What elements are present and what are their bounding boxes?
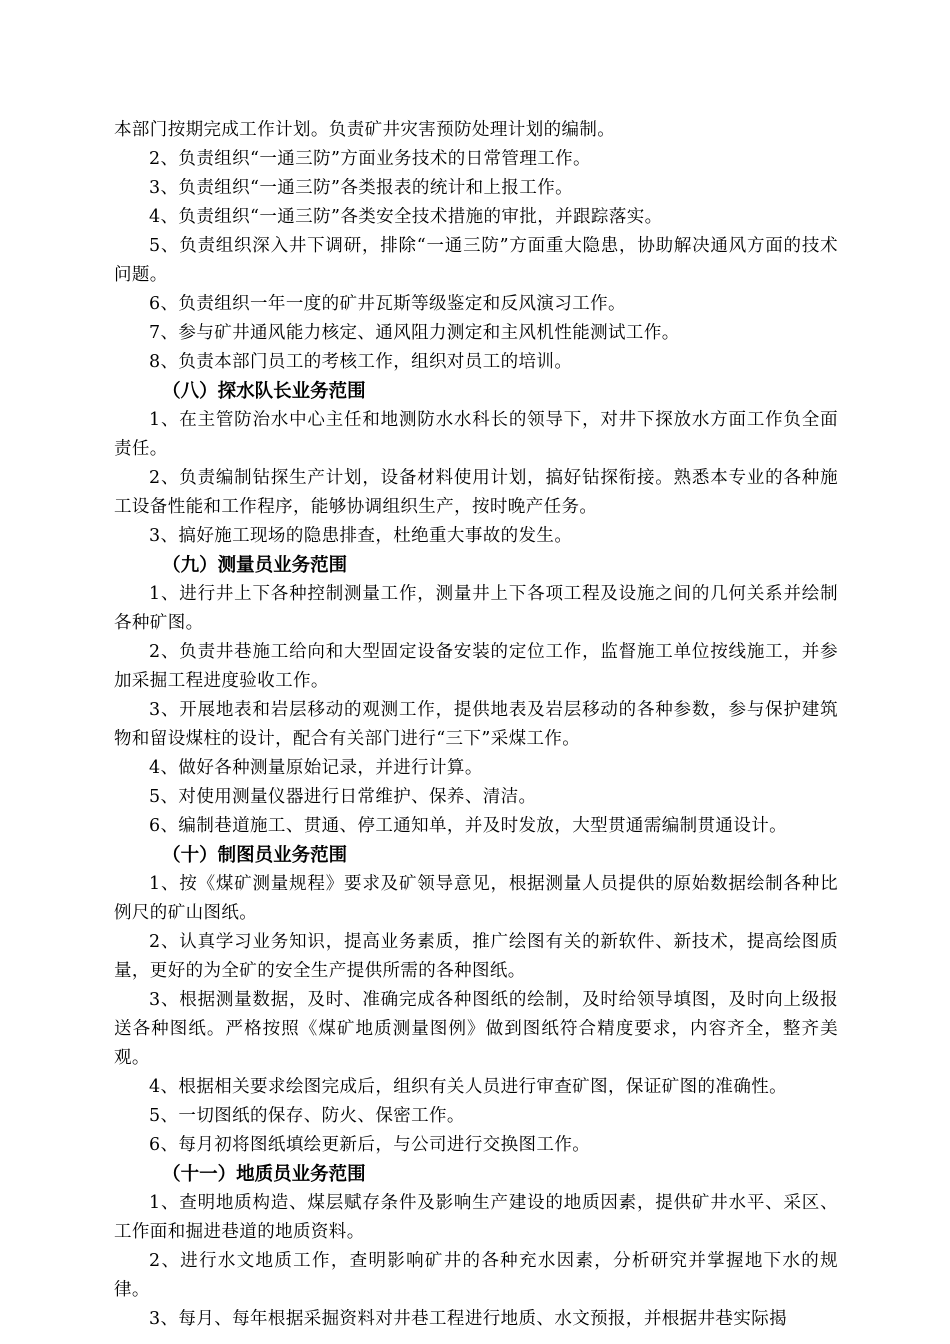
paragraph: 2、负责组织“一通三防”方面业务技术的日常管理工作。 — [149, 149, 591, 169]
paragraph: 8、负责本部门员工的考核工作，组织对员工的培训。 — [149, 352, 573, 372]
paragraph: 1、在主管防治水中心主任和地测防水水科长的领导下，对井下探放水方面工作负全面责任。 — [114, 410, 838, 459]
paragraph: 3、根据测量数据，及时、准确完成各种图纸的绘制，及时给领导填图，及时向上级报送各种图纸。严格按照《煤矿地质测量图例》做到图纸符合精度要求，内容齐全，整齐美观。 — [114, 990, 838, 1068]
paragraph: 4、负责组织“一通三防”各类安全技术措施的审批，并跟踪落实。 — [149, 207, 663, 227]
section-heading: （十一）地质员业务范围 — [162, 1164, 366, 1185]
paragraph: 3、搞好施工现场的隐患排查，杜绝重大事故的发生。 — [149, 526, 573, 546]
paragraph: 5、对使用测量仪器进行日常维护、保养、清洁。 — [149, 787, 537, 807]
paragraph: 6、每月初将图纸填绘更新后，与公司进行交换图工作。 — [149, 1135, 591, 1155]
paragraph: 2、认真学习业务知识，提高业务素质，推广绘图有关的新软件、新技术，提高绘图质量，更好的为全矿的安全生产提供所需的各种图纸。 — [114, 932, 838, 981]
paragraph: 1、进行井上下各种控制测量工作，测量井上下各项工程及设施之间的几何关系并绘制各种矿图。 — [114, 584, 838, 633]
paragraph: 4、做好各种测量原始记录，并进行计算。 — [149, 758, 483, 778]
paragraph: 2、负责编制钻探生产计划，设备材料使用计划，搞好钻探衔接。熟悉本专业的各种施工设备性能和工作程序，能够协调组织生产，按时晚产任务。 — [114, 468, 838, 517]
paragraph: 4、根据相关要求绘图完成后，组织有关人员进行审查矿图，保证矿图的准确性。 — [149, 1077, 788, 1097]
paragraph: 7、参与矿井通风能力核定、通风阻力测定和主风机性能测试工作。 — [149, 323, 680, 343]
paragraph: 5、负责组织深入井下调研，排除“一通三防”方面重大隐患，协助解决通风方面的技术问题。 — [114, 236, 838, 285]
paragraph: 5、一切图纸的保存、防火、保密工作。 — [149, 1106, 465, 1126]
paragraph: 1、查明地质构造、煤层赋存条件及影响生产建设的地质因素，提供矿井水平、采区、工作面和掘进巷道的地质资料。 — [114, 1193, 838, 1242]
section-heading: （十）制图员业务范围 — [162, 845, 348, 866]
section-heading: （九）测量员业务范围 — [162, 555, 348, 576]
paragraph: 1、按《煤矿测量规程》要求及矿领导意见，根据测量人员提供的原始数据绘制各种比例尺的矿山图纸。 — [114, 874, 838, 923]
paragraph: 3、开展地表和岩层移动的观测工作，提供地表及岩层移动的各种参数，参与保护建筑物和留设煤柱的设计，配合有关部门进行“三下”采煤工作。 — [114, 700, 838, 749]
paragraph: 2、进行水文地质工作，查明影响矿井的各种充水因素，分析研究并掌握地下水的规律。 — [114, 1251, 838, 1300]
document-body — [114, 116, 838, 1334]
paragraph: 6、负责组织一年一度的矿井瓦斯等级鉴定和反风演习工作。 — [149, 294, 626, 314]
section-heading: （八）探水队长业务范围 — [162, 381, 366, 402]
paragraph: 3、每月、每年根据采掘资料对井巷工程进行地质、水文预报，并根据井巷实际揭 — [149, 1309, 788, 1329]
paragraph: 本部门按期完成工作计划。负责矿井灾害预防处理计划的编制。 — [114, 120, 616, 140]
paragraph: 2、负责井巷施工给向和大型固定设备安装的定位工作，监督施工单位按线施工，并参加采掘工程进度验收工作。 — [114, 642, 838, 691]
paragraph: 6、编制巷道施工、贯通、停工通知单，并及时发放，大型贯通需编制贯通设计。 — [149, 816, 788, 836]
paragraph: 3、负责组织“一通三防”各类报表的统计和上报工作。 — [149, 178, 574, 198]
